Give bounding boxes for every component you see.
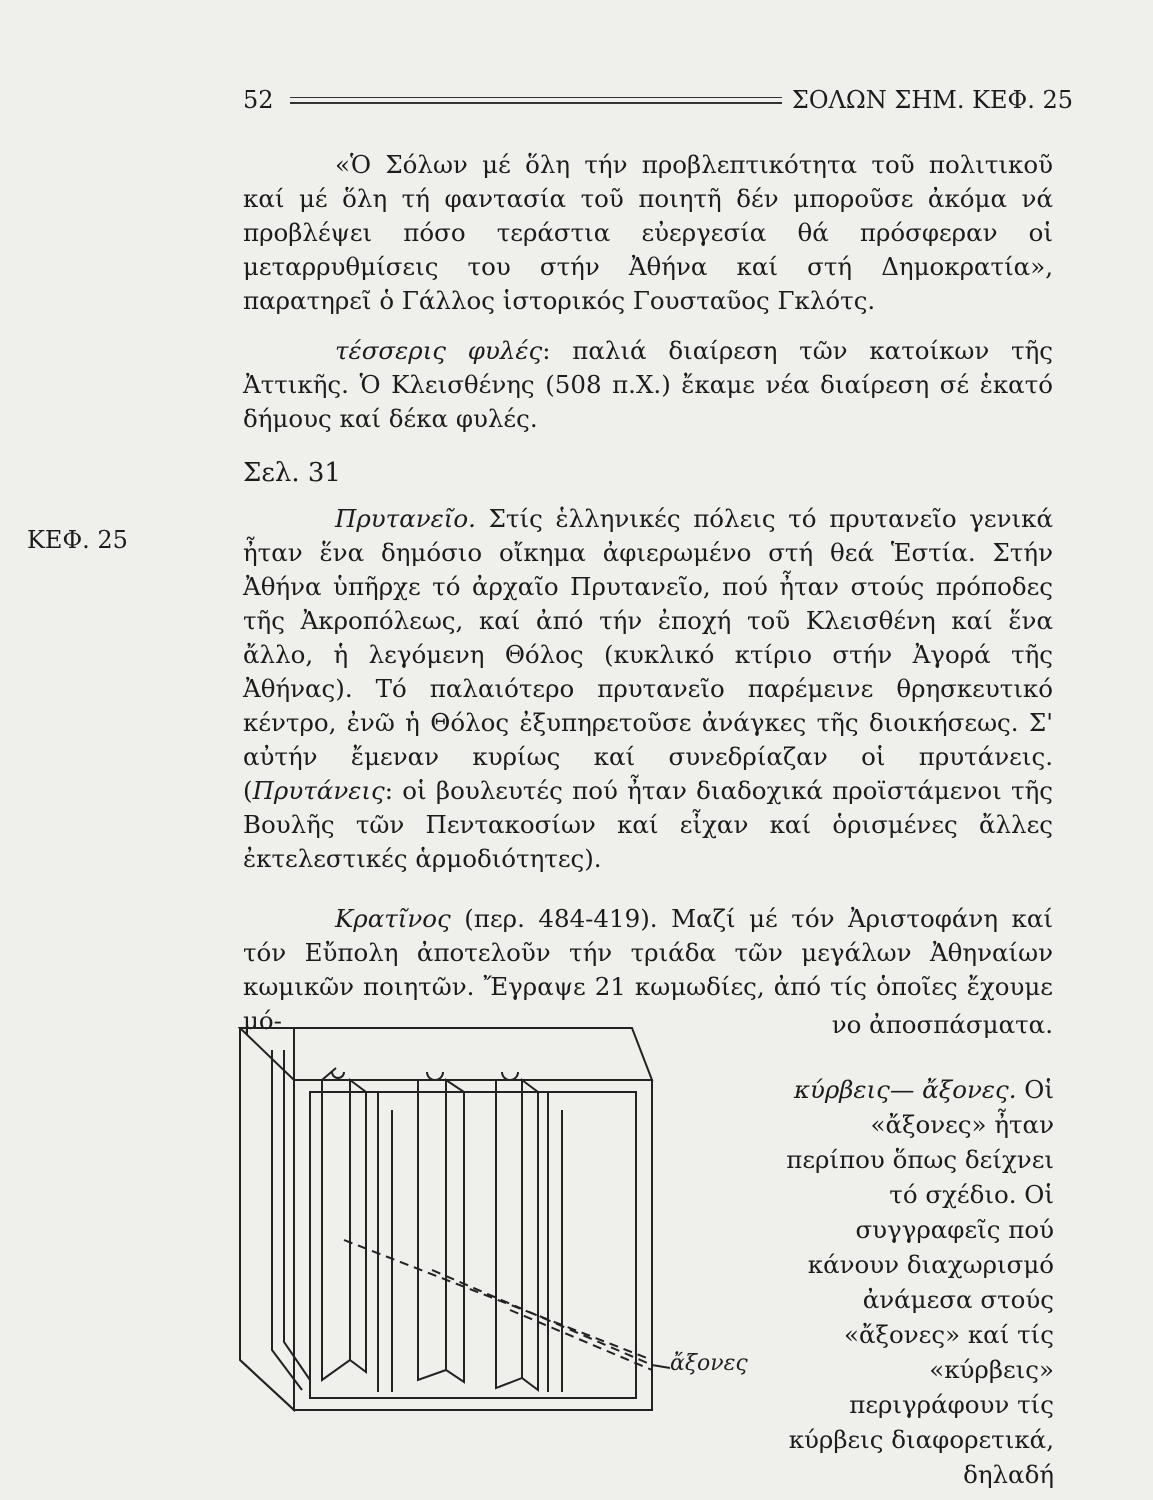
- prytaneis-term: Πρυτάνεις: [252, 776, 385, 805]
- paragraph-prytaneion: [243, 502, 1053, 876]
- box-left-face: [240, 1028, 294, 1410]
- tribes-body: παλιά διαίρεση τῶν κατοίκων τῆς Ἀττικῆς. Ὁ Κλεισθένης (508 π.Χ.) ἔκαμε νέα διαίρεση σέ ἑκατό δήμους καί δέκα φυλές.: [243, 336, 1054, 433]
- quote-text: «Ὁ Σόλων μέ ὅλη τήν προβλεπτικότητα τοῦ πολιτικοῦ καί μέ ὅλη τή φαντασία τοῦ ποιητῆ δέν μποροῦσε ἀκόμα νά προβλέψει πόσο τεράστια εὐεργεσία θά πρόσφεραν οἱ μεταρρυθμίσεις του στήν Ἀθήνα καί στή Δημοκρατία», παρατηρεῖ ὁ Γάλλος ἱστορικός Γουσταῦος Γκλότς.: [243, 150, 1053, 315]
- figure-label: ἄξονες: [670, 1351, 748, 1376]
- axon-3: [496, 1072, 538, 1390]
- header-rule: [290, 97, 782, 104]
- prytaneion-body-b: οἱ βουλευτές πού ἦταν διαδοχικά προϊστάμενοι τῆς Βουλῆς τῶν Πεντακοσίων καί εἶχαν καί ὁρισμένες ἄλλες ἐκτελεστικές ἁρμοδιότητες).: [243, 776, 1053, 873]
- kratinos-term: Κρατῖνος: [335, 904, 451, 933]
- tribes-term: τέσσερις φυλές: [335, 336, 543, 365]
- axones-figure: [232, 1020, 748, 1420]
- kyrbeis-column: [782, 1072, 1054, 1492]
- box-top-face: [240, 1028, 652, 1080]
- section-heading: Σελ. 31: [243, 458, 341, 488]
- kyrbeis-body: Οἱ «ἄξονες» ἦταν περίπου ὅπως δείχνει τό σχέδιο. Οἱ συγγραφεῖς πού κάνουν διαχωρισμό ἀνάμεσα στούς «ἄξονες» καί τίς «κύρβεις» περιγράφουν τίς κύρβεις διαφορετικά, δηλαδή: [786, 1075, 1054, 1489]
- axon-1: [322, 1068, 366, 1380]
- running-title: ΣΟΛΩΝ ΣΗΜ. ΚΕΦ. 25: [791, 86, 1073, 114]
- prytaneion-term: Πρυτανεῖο.: [335, 504, 476, 533]
- running-head: [243, 80, 1073, 120]
- kyrbeis-text: [782, 1072, 1054, 1492]
- prytaneion-text: Πρυτανεῖο. Στίς ἑλληνικές πόλεις τό πρυτανεῖο γενικά ἦταν ἕνα δημόσιο οἴκημα ἀφιερωμένο στή θεά Ἑστία. Στήν Ἀθήνα ὑπῆρχε τό ἀρχαῖο Πρυτανεῖο, πού ἦταν στούς πρόποδες τῆς Ἀκροπόλεως, καί ἀπό τήν ἐποχή τοῦ Κλεισθένη καί ἕνα ἄλλο, ἡ λεγόμενη Θόλος (κυκλικό κτίριο στήν Ἀγορά τῆς Ἀθήνας). Τό παλαιότερο πρυτανεῖο παρέμεινε θρησκευτικό κέντρο, ἐνῶ ἡ Θόλος ἐξυπηρετοῦσε ἀνάγκες τῆς διοικήσεως. Σ' αὐτήν ἔμεναν κυρίως καί συνεδρίαζαν οἱ πρυτάνεις. (Πρυτάνεις: οἱ βουλευτές πού ἦταν διαδοχικά προϊστάμενοι τῆς Βουλῆς τῶν Πεντακοσίων καί εἶχαν καί ὁρισμένες ἄλλες ἐκτελεστικές ἁρμοδιότητες).: [243, 504, 1053, 873]
- paragraph-tribes: [243, 334, 1053, 436]
- margin-note: ΚΕΦ. 25: [27, 526, 128, 554]
- tribes-text: τέσσερις φυλές: παλιά διαίρεση τῶν κατοίκων τῆς Ἀττικῆς. Ὁ Κλεισθένης (508 π.Χ.) ἔκαμε νέα διαίρεση σέ ἑκατό δήμους καί δέκα φυλές.: [243, 336, 1054, 433]
- kratinos-end: νο ἀποσπάσματα.: [831, 1010, 1053, 1039]
- kratinos-body: (περ. 484-419). Μαζί μέ τόν Ἀριστοφάνη καί τόν Εὔπολη ἀποτελοῦν τήν τριάδα τῶν μεγάλων Ἀθηναίων κωμικῶν ποιητῶν. Ἔγραψε 21 κωμωδίες, ἀπό τίς ὁποῖες ἔχουμε μό-: [243, 904, 1053, 1035]
- page-number: 52: [243, 86, 274, 114]
- pointer-arrow: [652, 1365, 670, 1368]
- paragraph-quote: [243, 148, 1053, 318]
- pointer-lines: [344, 1240, 652, 1370]
- kyrbeis-term: κύρβεις— ἄξονες.: [793, 1075, 1017, 1104]
- prytaneion-body-a: Στίς ἑλληνικές πόλεις τό πρυτανεῖο γενικά ἦταν ἕνα δημόσιο οἴκημα ἀφιερωμένο στή θεά Ἑστία. Στήν Ἀθήνα ὑπῆρχε τό ἀρχαῖο Πρυτανεῖο, πού ἦταν στούς πρόποδες τῆς Ἀκροπόλεως, καί ἀπό τήν ἐποχή τοῦ Κλεισθένη καί ἕνα ἄλλο, ἡ λεγόμενη Θόλος (κυκλικό κτίριο στήν Ἀγορά τῆς Ἀθήνας). Τό παλαιότερο πρυτανεῖο παρέμεινε θρησκευτικό κέντρο, ἐνῶ ἡ Θόλος ἐξυπηρετοῦσε ἀνάγκες τῆς διοικήσεως. Σ' αὐτήν ἔμεναν κυρίως καί συνεδρίαζαν οἱ πρυτάνεις. (: [243, 504, 1053, 805]
- axon-2: [418, 1072, 464, 1382]
